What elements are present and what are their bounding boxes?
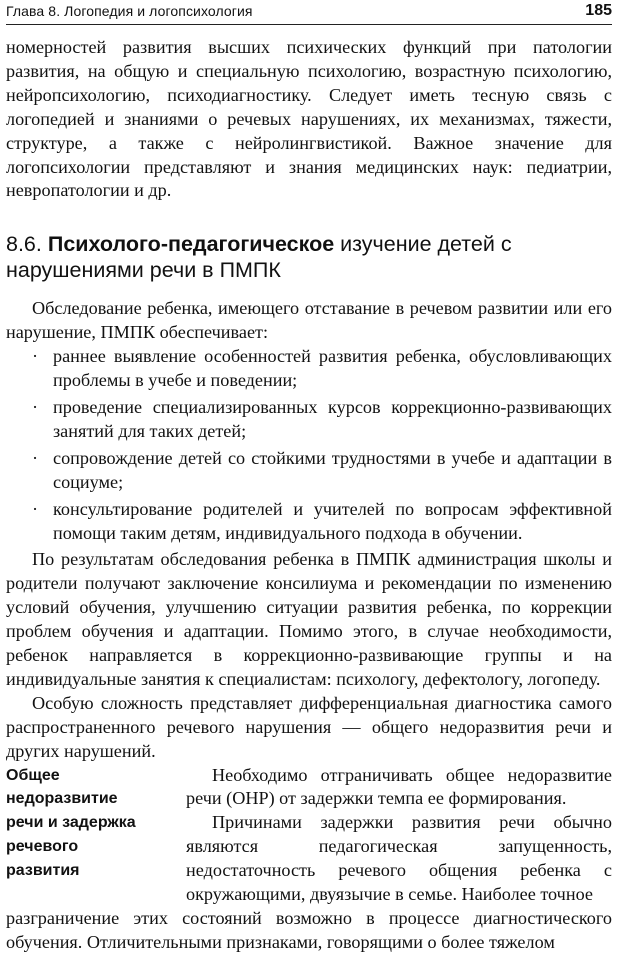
section-title-rest: изучение детей с нарушениями речи в ПМПК [6,232,512,283]
bullet-icon: · [32,396,39,417]
section-title-bold: Психолого-педагогическое [47,232,335,257]
bullet-icon: · [32,346,39,367]
paragraph: Особую сложность представляет дифференциальная диагностика самого распространенного речевого нарушения — общего недоразвития речи и других нарушений. [6,692,612,761]
margin-note-line: речевого [6,838,79,856]
paragraph: Обследование ребенка, имеющего отставание в речевом развитии или его нарушение, ПМПК обеспечивает: [6,298,612,343]
bullet-icon: · [32,447,39,468]
bullet-text: проведение специализированных курсов коррекционно-развивающих занятий для таких детей; [53,396,612,441]
chapter-title: Глава 8. Логопедия и логопсихология [6,3,253,19]
margin-text [186,764,612,907]
bullet-item [6,396,612,444]
margin-note-block [6,764,612,907]
bullet-list [6,345,612,545]
section-heading [6,231,612,283]
paragraph: номерностей развития высших психических функций при патологии развития, на общую и специальную психологию, возрастную психологию, нейропсихологию, психодиагностику. Следует иметь тесную связь с логопедией и знаниями о речевых нарушениях, их механизмах, тяжести, структуре, а также с нейролингвистикой. Важное значение для логопсихологии представляют и знания медицинских наук: педиатрии, невропатологии и др. [6,37,612,201]
bullet-item [6,345,612,393]
margin-note-line: недоразвитие [6,790,118,808]
paragraph: разграничение этих состояний возможно в процессе диагностического обучения. Отличительными признаками, говорящими о более тяжелом [6,908,612,952]
paragraph: Причинами задержки развития речи обычно являются педагогическая запущенность, недостаточность речевого общения ребенка с окружающими, двуязычие в семье. Наиболее точное [186,812,612,905]
margin-note-line: Общее [6,766,60,784]
bullet-text: раннее выявление особенностей развития ребенка, обусловливающих проблемы в учебе и поведении; [53,346,612,391]
bullet-item [6,498,612,546]
paragraph: Необходимо отграничивать общее недоразвитие речи (ОНР) от задержки темпа ее формирования. [186,764,612,809]
bullet-item [6,447,612,495]
margin-note-line: развития [6,862,80,880]
bullet-text: сопровождение детей со стойкими трудностями в учебе и адаптации в социуме; [53,447,612,492]
page-number: 185 [585,2,612,19]
running-header [6,2,612,25]
bullet-text: консультирование родителей и учителей по вопросам эффективной помощи таким детям, индивидуального подхода в обучении. [53,498,612,543]
paragraph: По результатам обследования ребенка в ПМПК администрация школы и родители получают заключение консилиума и рекомендации по изменению условий обучения, улучшению ситуации развития ребенка, по коррекции проблем обучения и адаптации. Помимо этого, в случае необходимости, ребенок направляется в коррекционно-развивающие группы и на индивидуальные занятия к специалистам: психологу, дефектологу, логопеду. [6,549,612,689]
margin-note [6,764,176,884]
page-body [6,36,612,955]
margin-note-line: речи и задержка [6,814,136,832]
bullet-icon: · [32,498,39,519]
section-number: 8.6. [6,232,42,257]
